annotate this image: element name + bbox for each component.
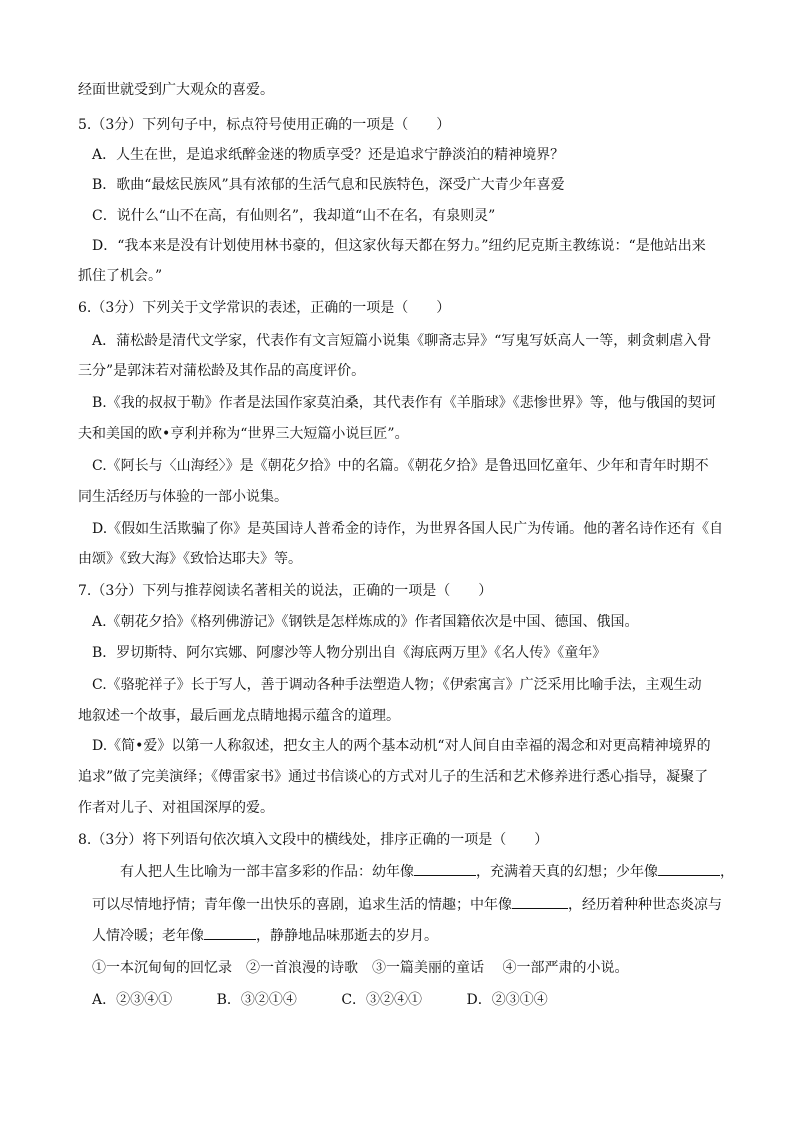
fill-blank-2 [658, 875, 720, 876]
question-6-option-b: B.《我的叔叔于勒》作者是法国作家莫泊桑，其代表作有《羊脂球》《悲惨世界》等，他与俄国的契诃 [92, 395, 716, 411]
question-6-option-c-cont: 同生活经历与体验的一部小说集。 [78, 489, 288, 505]
question-6-stem: 6.（3分）下列关于文学常识的表述，正确的一项是（ ） [78, 300, 451, 316]
question-7-option-d-cont-2: 作者对儿子、对祖国深厚的爱。 [78, 800, 274, 816]
question-6-option-b-cont: 夫和美国的欧•亨利并称为“世界三大短篇小说巨匠”。 [78, 426, 409, 442]
question-5-option-c: C．说什么“山不在高，有仙则名”，我却道“山不在名，有泉则灵” [92, 208, 496, 224]
question-5-option-d-cont: 抓住了机会。” [78, 268, 163, 284]
passage-text: ， [720, 864, 734, 880]
choice-a: A．②③④① [92, 992, 173, 1008]
passage-text: ，静静地品味那逝去的岁月。 [256, 928, 438, 944]
passage-line-1 [120, 862, 734, 882]
question-7-option-b: B．罗切斯特、阿尔宾娜、阿廖沙等人物分别出自《海底两万里》《名人传》《童年》 [92, 645, 607, 661]
choice-b: B．③②①④ [216, 992, 297, 1008]
question-6-option-d-cont: 由颂》《致大海》《致恰达耶夫》等。 [78, 551, 302, 567]
passage-line-2 [92, 895, 722, 915]
question-7-option-c-cont: 地叙述一个故事，最后画龙点睛地揭示蕴含的道理。 [78, 708, 400, 724]
question-5-option-d: D．“我本来是没有计划使用林书豪的，但这家伙每天都在努力。”纽约尼克斯主教练说：“是他站出来 [92, 238, 706, 254]
answer-choices [92, 990, 588, 1010]
continued-text: 经面世就受到广大观众的喜爱。 [78, 82, 274, 98]
passage-text: 人情冷暖；老年像 [92, 928, 204, 944]
question-7-option-a: A.《朝花夕拾》《格列佛游记》《钢铁是怎样炼成的》作者国籍依次是中国、德国、俄国。 [92, 614, 639, 630]
choice-c: C．③②④① [341, 992, 423, 1008]
question-7-option-d: D.《简•爱》以第一人称叙述，把女主人的两个基本动机“对人间自由幸福的渴念和对更高精神境界的 [92, 738, 711, 754]
question-7-stem: 7.（3分）下列与推荐阅读名著相关的说法，正确的一项是（ ） [78, 583, 493, 599]
passage-text: 有人把人生比喻为一部丰富多彩的作品：幼年像 [120, 864, 414, 880]
sentence-options: ①一本沉甸甸的回忆录 ②一首浪漫的诗歌 ③一篇美丽的童话 ④一部严肃的小说。 [92, 960, 629, 976]
question-6-option-a-cont: 三分”是郭沫若对蒲松龄及其作品的高度评价。 [78, 363, 366, 379]
question-7-option-c: C.《骆驼祥子》长于写人，善于调动各种手法塑造人物；《伊索寓言》广泛采用比喻手法，主观生动 [92, 677, 702, 693]
question-7-option-d-cont-1: 追求”做了完美演绎；《傅雷家书》通过书信谈心的方式对儿子的生活和艺术修养进行悉心指导，凝聚了 [78, 769, 709, 785]
question-5-stem: 5.（3分）下列句子中，标点符号使用正确的一项是（ ） [78, 117, 451, 133]
fill-blank-4 [204, 939, 256, 940]
question-8-stem: 8.（3分）将下列语句依次填入文段中的横线处，排序正确的一项是（ ） [78, 832, 549, 848]
fill-blank-1 [414, 875, 476, 876]
passage-line-3 [92, 926, 438, 946]
question-5-option-a: A．人生在世，是追求纸醉金迷的物质享受？还是追求宁静淡泊的精神境界？ [92, 147, 565, 163]
passage-text: 可以尽情地抒情；青年像一出快乐的喜剧，追求生活的情趣；中年像 [92, 897, 512, 913]
choice-d: D．②③①④ [466, 992, 548, 1008]
passage-text: ，经历着种种世态炎凉与 [568, 897, 722, 913]
fill-blank-3 [512, 908, 568, 909]
passage-text: ，充满着天真的幻想；少年像 [476, 864, 658, 880]
question-6-option-a: A．蒲松龄是清代文学家，代表作有文言短篇小说集《聊斋志异》“写鬼写妖高人一等，刺贪刺虐入骨 [92, 333, 712, 349]
question-6-option-c: C.《阿长与〈山海经〉》是《朝花夕拾》中的名篇。《朝花夕拾》是鲁迅回忆童年、少年和青年时期不 [92, 458, 709, 474]
question-5-option-b: B．歌曲“最炫民族风”具有浓郁的生活气息和民族特色，深受广大青少年喜爱 [92, 177, 565, 193]
question-6-option-d: D.《假如生活欺骗了你》是英国诗人普希金的诗作，为世界各国人民广为传诵。他的著名诗作还有《自 [92, 521, 724, 537]
